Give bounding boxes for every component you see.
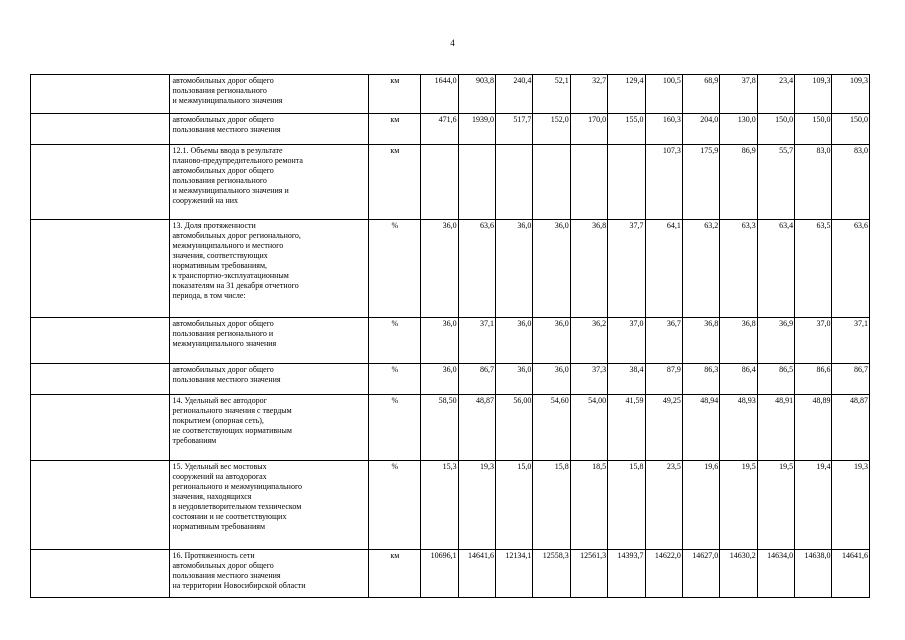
value-cell: 56,00 bbox=[495, 395, 532, 461]
value-cell: 63,6 bbox=[458, 220, 495, 318]
value-cell: 37,7 bbox=[608, 220, 645, 318]
value-cell: 903,8 bbox=[458, 75, 495, 114]
value-cell: 12558,3 bbox=[533, 550, 570, 598]
value-cell bbox=[421, 145, 458, 220]
value-cell: 37,1 bbox=[832, 318, 870, 364]
value-cell: 36,0 bbox=[421, 318, 458, 364]
value-cell: 63,3 bbox=[720, 220, 757, 318]
unit-cell: км bbox=[368, 114, 421, 145]
value-cell: 160,3 bbox=[645, 114, 682, 145]
value-cell: 129,4 bbox=[608, 75, 645, 114]
empty-cell bbox=[31, 145, 170, 220]
value-cell: 14630,2 bbox=[720, 550, 757, 598]
value-cell bbox=[570, 145, 607, 220]
value-cell: 83,0 bbox=[832, 145, 870, 220]
value-cell: 36,9 bbox=[757, 318, 794, 364]
value-cell: 64,1 bbox=[645, 220, 682, 318]
value-cell: 109,3 bbox=[795, 75, 832, 114]
value-cell: 48,87 bbox=[458, 395, 495, 461]
value-cell: 14393,7 bbox=[608, 550, 645, 598]
value-cell: 10696,1 bbox=[421, 550, 458, 598]
unit-cell: км bbox=[368, 145, 421, 220]
indicator-label: 12.1. Объемы ввода в результате планово-предупредительного ремонта автомобильных дорог общего пользования регионального и межмуниципального значения и сооружений на них bbox=[170, 145, 368, 220]
value-cell: 63,5 bbox=[795, 220, 832, 318]
value-cell: 150,0 bbox=[832, 114, 870, 145]
unit-cell: % bbox=[368, 318, 421, 364]
value-cell: 14634,0 bbox=[757, 550, 794, 598]
empty-cell bbox=[31, 318, 170, 364]
empty-cell bbox=[31, 461, 170, 550]
unit-cell: км bbox=[368, 75, 421, 114]
value-cell: 37,8 bbox=[720, 75, 757, 114]
value-cell bbox=[458, 145, 495, 220]
value-cell: 36,0 bbox=[533, 220, 570, 318]
value-cell: 1939,0 bbox=[458, 114, 495, 145]
value-cell: 100,5 bbox=[645, 75, 682, 114]
value-cell: 152,0 bbox=[533, 114, 570, 145]
value-cell: 87,9 bbox=[645, 364, 682, 395]
value-cell: 175,9 bbox=[682, 145, 719, 220]
value-cell: 23,4 bbox=[757, 75, 794, 114]
indicator-label: 16. Протяженность сети автомобильных дорог общего пользования местного значения на территории Новосибирской области bbox=[170, 550, 368, 598]
value-cell: 15,0 bbox=[495, 461, 532, 550]
empty-cell bbox=[31, 220, 170, 318]
value-cell: 12134,1 bbox=[495, 550, 532, 598]
value-cell: 130,0 bbox=[720, 114, 757, 145]
value-cell: 14622,0 bbox=[645, 550, 682, 598]
unit-cell: % bbox=[368, 220, 421, 318]
value-cell: 48,94 bbox=[682, 395, 719, 461]
unit-cell: % bbox=[368, 395, 421, 461]
unit-cell: % bbox=[368, 461, 421, 550]
table-row bbox=[31, 75, 870, 114]
value-cell: 63,4 bbox=[757, 220, 794, 318]
value-cell: 36,8 bbox=[682, 318, 719, 364]
value-cell: 37,0 bbox=[795, 318, 832, 364]
table-row bbox=[31, 114, 870, 145]
value-cell: 471,6 bbox=[421, 114, 458, 145]
value-cell: 36,0 bbox=[421, 364, 458, 395]
unit-cell: % bbox=[368, 364, 421, 395]
indicator-label: 14. Удельный вес автодорог регионального значения с твердым покрытием (опорная сеть), не соответствующих нормативным требованиям bbox=[170, 395, 368, 461]
value-cell: 517,7 bbox=[495, 114, 532, 145]
value-cell bbox=[533, 145, 570, 220]
value-cell: 36,7 bbox=[645, 318, 682, 364]
table-row bbox=[31, 461, 870, 550]
value-cell: 19,4 bbox=[795, 461, 832, 550]
table-row bbox=[31, 318, 870, 364]
indicator-label: автомобильных дорог общего пользования местного значения bbox=[170, 364, 368, 395]
value-cell: 150,0 bbox=[795, 114, 832, 145]
unit-cell: км bbox=[368, 550, 421, 598]
value-cell: 86,3 bbox=[682, 364, 719, 395]
value-cell: 54,60 bbox=[533, 395, 570, 461]
value-cell: 15,3 bbox=[421, 461, 458, 550]
value-cell: 36,8 bbox=[720, 318, 757, 364]
empty-cell bbox=[31, 114, 170, 145]
value-cell: 36,8 bbox=[570, 220, 607, 318]
table-row bbox=[31, 364, 870, 395]
value-cell: 19,3 bbox=[832, 461, 870, 550]
empty-cell bbox=[31, 395, 170, 461]
value-cell: 48,89 bbox=[795, 395, 832, 461]
value-cell: 23,5 bbox=[645, 461, 682, 550]
value-cell: 155,0 bbox=[608, 114, 645, 145]
value-cell: 48,87 bbox=[832, 395, 870, 461]
value-cell: 36,0 bbox=[495, 318, 532, 364]
value-cell: 63,6 bbox=[832, 220, 870, 318]
value-cell: 36,0 bbox=[533, 364, 570, 395]
value-cell: 52,1 bbox=[533, 75, 570, 114]
value-cell: 63,2 bbox=[682, 220, 719, 318]
table-row bbox=[31, 220, 870, 318]
value-cell: 86,4 bbox=[720, 364, 757, 395]
value-cell: 170,0 bbox=[570, 114, 607, 145]
value-cell: 204,0 bbox=[682, 114, 719, 145]
value-cell: 86,7 bbox=[458, 364, 495, 395]
value-cell: 150,0 bbox=[757, 114, 794, 145]
value-cell: 54,00 bbox=[570, 395, 607, 461]
indicators-table bbox=[30, 74, 870, 598]
empty-cell bbox=[31, 364, 170, 395]
value-cell: 109,3 bbox=[832, 75, 870, 114]
value-cell: 14641,6 bbox=[832, 550, 870, 598]
value-cell: 19,5 bbox=[720, 461, 757, 550]
value-cell: 15,8 bbox=[533, 461, 570, 550]
value-cell: 36,0 bbox=[421, 220, 458, 318]
value-cell: 37,1 bbox=[458, 318, 495, 364]
value-cell bbox=[608, 145, 645, 220]
value-cell: 14641,6 bbox=[458, 550, 495, 598]
value-cell: 86,5 bbox=[757, 364, 794, 395]
value-cell: 41,59 bbox=[608, 395, 645, 461]
indicator-label: 15. Удельный вес мостовых сооружений на автодорогах регионального и межмуниципального значения, находящихся в неудовлетворительном техническом состоянии и не соответствующих нормативным требованиям bbox=[170, 461, 368, 550]
value-cell bbox=[495, 145, 532, 220]
value-cell: 107,3 bbox=[645, 145, 682, 220]
value-cell: 86,9 bbox=[720, 145, 757, 220]
indicator-label: 13. Доля протяженности автомобильных дорог регионального, межмуниципального и местного значения, соответствующих нормативным требованиям, к транспортно-эксплуатационным показателям на 31 декабря отчетного периода, в том числе: bbox=[170, 220, 368, 318]
value-cell: 86,7 bbox=[832, 364, 870, 395]
value-cell: 83,0 bbox=[795, 145, 832, 220]
page-number: 4 bbox=[450, 38, 455, 48]
value-cell: 19,6 bbox=[682, 461, 719, 550]
empty-cell bbox=[31, 550, 170, 598]
value-cell: 36,0 bbox=[495, 220, 532, 318]
indicator-label: автомобильных дорог общего пользования регионального и межмуниципального значения bbox=[170, 318, 368, 364]
value-cell: 15,8 bbox=[608, 461, 645, 550]
value-cell: 18,5 bbox=[570, 461, 607, 550]
value-cell: 240,4 bbox=[495, 75, 532, 114]
value-cell: 37,0 bbox=[608, 318, 645, 364]
value-cell: 14638,0 bbox=[795, 550, 832, 598]
value-cell: 49,25 bbox=[645, 395, 682, 461]
value-cell: 48,93 bbox=[720, 395, 757, 461]
value-cell: 38,4 bbox=[608, 364, 645, 395]
value-cell: 68,9 bbox=[682, 75, 719, 114]
value-cell: 12561,3 bbox=[570, 550, 607, 598]
empty-cell bbox=[31, 75, 170, 114]
table-row bbox=[31, 395, 870, 461]
value-cell: 37,3 bbox=[570, 364, 607, 395]
value-cell: 48,91 bbox=[757, 395, 794, 461]
indicator-label: автомобильных дорог общего пользования регионального и межмуниципального значения bbox=[170, 75, 368, 114]
value-cell: 36,2 bbox=[570, 318, 607, 364]
value-cell: 55,7 bbox=[757, 145, 794, 220]
table-row bbox=[31, 550, 870, 598]
value-cell: 36,0 bbox=[495, 364, 532, 395]
value-cell: 1644,0 bbox=[421, 75, 458, 114]
value-cell: 58,50 bbox=[421, 395, 458, 461]
value-cell: 86,6 bbox=[795, 364, 832, 395]
table-row bbox=[31, 145, 870, 220]
indicator-label: автомобильных дорог общего пользования местного значения bbox=[170, 114, 368, 145]
value-cell: 32,7 bbox=[570, 75, 607, 114]
value-cell: 19,5 bbox=[757, 461, 794, 550]
value-cell: 19,3 bbox=[458, 461, 495, 550]
value-cell: 36,0 bbox=[533, 318, 570, 364]
value-cell: 14627,0 bbox=[682, 550, 719, 598]
